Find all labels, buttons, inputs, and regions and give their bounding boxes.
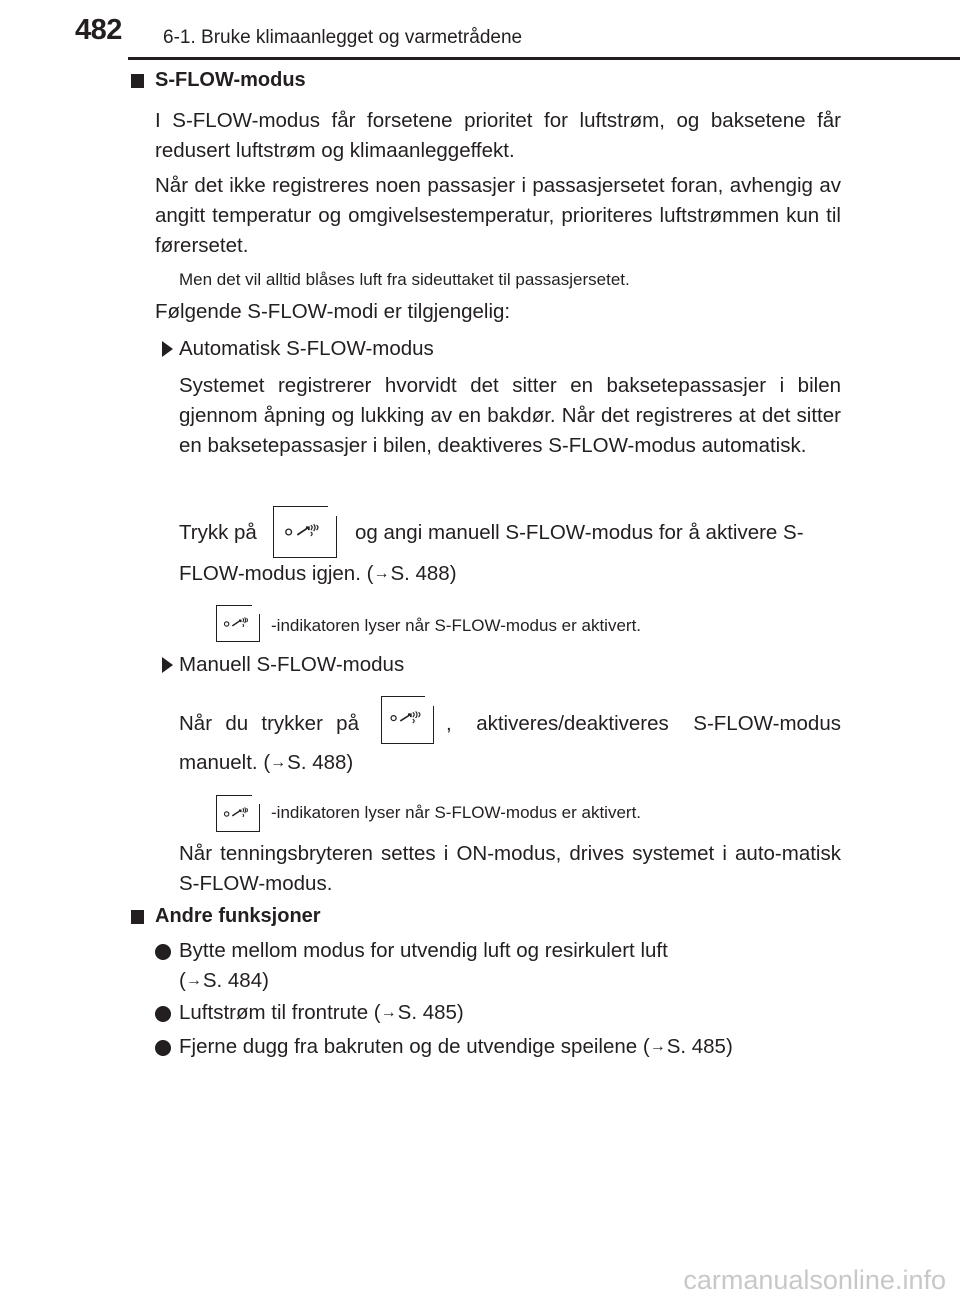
section-square-bullet xyxy=(131,74,144,88)
other-heading: Andre funksjoner xyxy=(155,905,321,927)
auto-indicator-text: -indikatoren lyser når S-FLOW-modus er aktivert. xyxy=(271,616,642,635)
auto-mode-title: Automatisk S-FLOW-modus xyxy=(179,337,434,360)
bullet-dot-icon xyxy=(155,1006,171,1022)
s-flow-indicator-icon xyxy=(216,605,260,642)
auto-page-ref[interactable]: S. 488) xyxy=(390,562,457,585)
other-item-1-ref[interactable]: S. 484) xyxy=(202,969,269,992)
sflow-para-2: Når det ikke registreres noen passasjer i passasjersetet foran, avhengig av angitt temperatur og omgivelsestemperatur, prioriteres luftstrømmen kun til førersetet. xyxy=(155,174,841,257)
section-title: 6-1. Bruke klimaanlegget og varmetrådene xyxy=(163,27,523,48)
sflow-heading: S-FLOW-modus xyxy=(155,69,306,91)
auto-press-before: Trykk på xyxy=(179,521,257,544)
arrow-icon: → xyxy=(373,565,390,582)
arrow-icon: → xyxy=(270,754,287,771)
manual-press-line2: manuelt. ( xyxy=(179,751,271,774)
other-item-1-line1: Bytte mellom modus for utvendig luft og resirkulert luft xyxy=(179,939,668,962)
manual-press-after: , aktiveres/deaktiveres S-FLOW-modus xyxy=(446,712,841,735)
arrow-icon: → xyxy=(649,1038,666,1055)
other-item-3-ref[interactable]: S. 485) xyxy=(666,1035,733,1058)
auto-press-line2: FLOW-modus igjen. ( xyxy=(179,562,374,585)
sflow-note: Men det vil alltid blåses luft fra sideuttaket til passasjersetet. xyxy=(179,270,630,289)
bullet-dot-icon xyxy=(155,944,171,960)
header-rule xyxy=(128,57,960,60)
other-item-3-text: Fjerne dugg fra bakruten og de utvendige speilene ( xyxy=(179,1035,650,1058)
s-flow-button-icon xyxy=(381,696,434,744)
watermark: carmanualsonline.info xyxy=(683,1265,946,1295)
section-square-bullet xyxy=(131,910,144,924)
other-item-2-ref[interactable]: S. 485) xyxy=(397,1001,464,1024)
s-flow-indicator-icon xyxy=(216,795,260,832)
other-item-2-text: Luftstrøm til frontrute ( xyxy=(179,1001,381,1024)
auto-mode-desc: Systemet registrerer hvorvidt det sitter en baksetepassasjer i bilen gjennom åpning og lukking av en bakdør. Når det registreres at det sitter en baksetepassasjer i bilen, deaktiveres S-FLOW-modus automatisk. xyxy=(179,374,841,457)
manual-press-before: Når du trykker på xyxy=(179,712,359,735)
manual-page-ref[interactable]: S. 488) xyxy=(287,751,354,774)
ignition-note: Når tenningsbryteren settes i ON-modus, drives systemet i auto-matisk S-FLOW-modus. xyxy=(179,842,841,895)
s-flow-button-icon xyxy=(273,506,337,558)
arrow-icon: → xyxy=(380,1004,397,1021)
other-item-1-paren: ( xyxy=(179,969,186,992)
manual-indicator-text: -indikatoren lyser når S-FLOW-modus er aktivert. xyxy=(271,803,642,822)
sflow-para-1: I S-FLOW-modus får forsetene prioritet for luftstrøm, og baksetene får redusert luftstrøm og klimaanleggeffekt. xyxy=(155,109,841,162)
triangle-bullet-icon xyxy=(162,657,173,673)
manual-mode-title: Manuell S-FLOW-modus xyxy=(179,653,405,676)
page-number: 482 xyxy=(75,14,122,46)
triangle-bullet-icon xyxy=(162,341,173,357)
page-header xyxy=(0,0,960,62)
modes-intro: Følgende S-FLOW-modi er tilgjengelig: xyxy=(155,300,511,323)
arrow-icon: → xyxy=(185,972,202,989)
auto-press-after: og angi manuell S-FLOW-modus for å aktivere S- xyxy=(355,521,804,544)
bullet-dot-icon xyxy=(155,1040,171,1056)
